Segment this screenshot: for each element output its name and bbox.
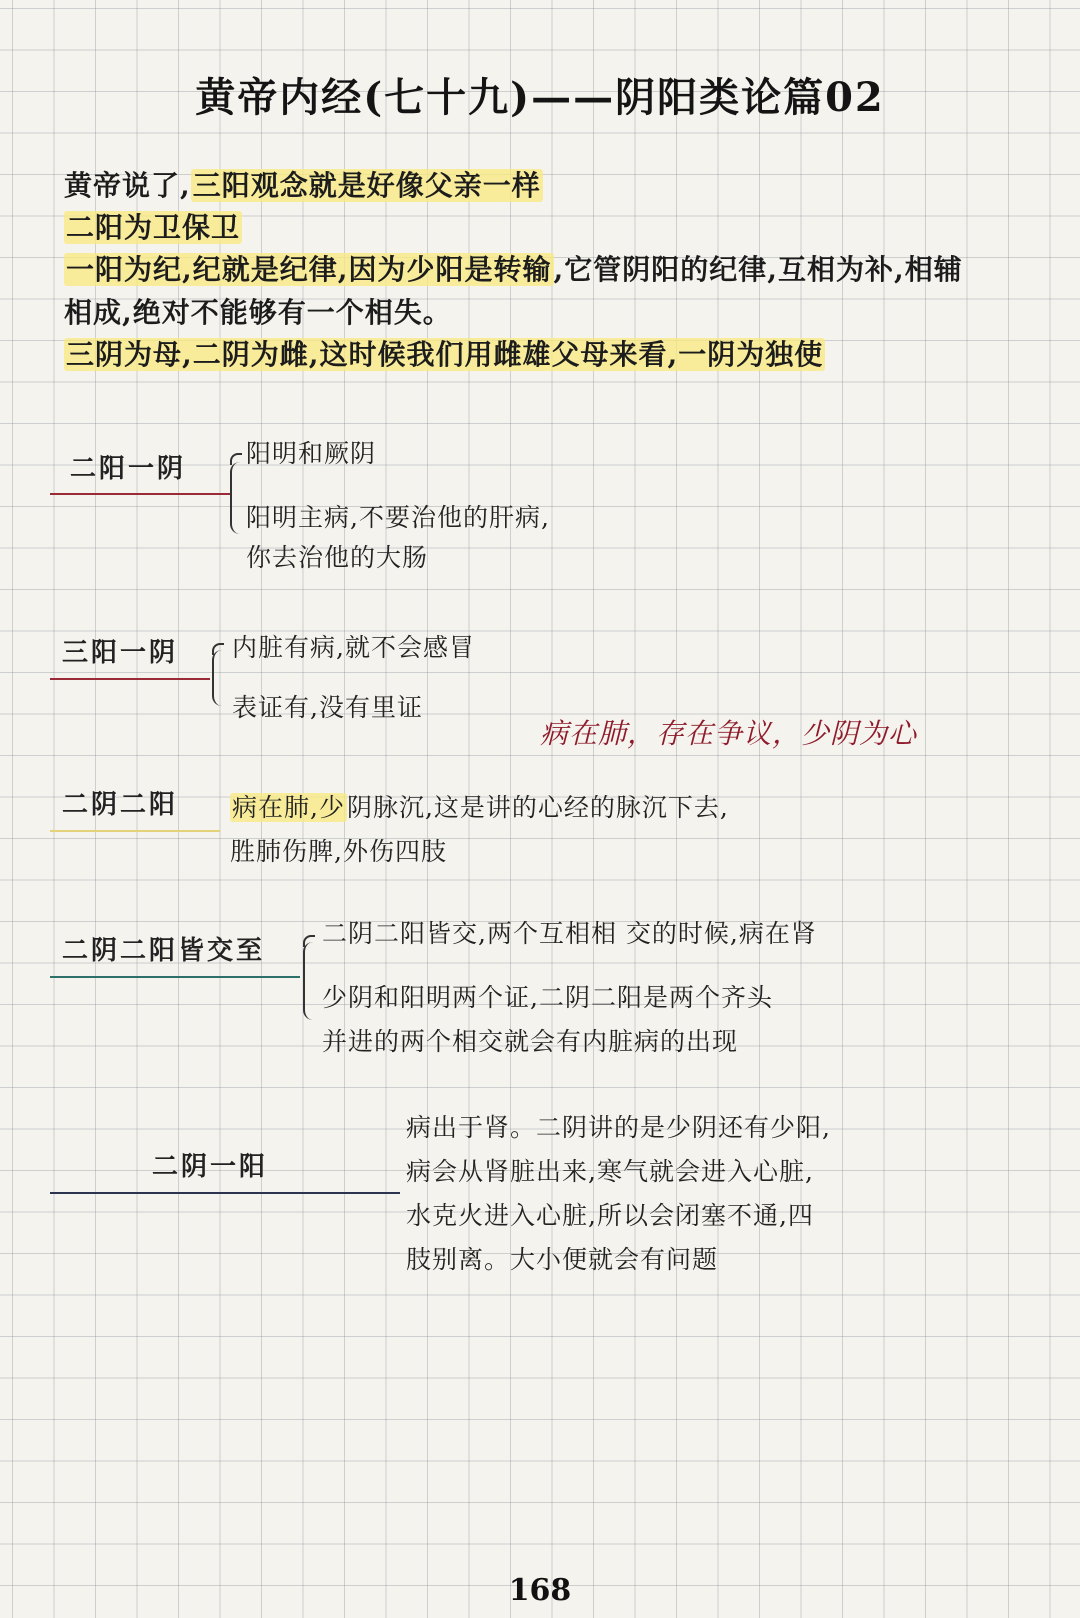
section-label-erYin-yiYang: 二阴一阳 [152,1152,269,1182]
section-label-jiao-zhi: 二阴二阳皆交至 [62,936,266,966]
note-s2-1: 内脏有病,就不会感冒 [232,633,475,662]
label-underline [50,678,210,680]
intro-line-3-plain: ,它管阴阳的纪律,互相为补,相辅 [553,253,963,286]
intro-line-2-highlight: 二阳为卫保卫 [66,211,241,244]
intro-line-5 [64,333,825,376]
label-underline [50,976,300,978]
intro-line-1 [64,164,543,207]
intro-line-3 [64,248,963,291]
page-title: 黄帝内经(七十九)——阴阳类论篇02 [195,74,885,121]
section-label-erYin-erYang: 二阴二阳 [62,790,179,820]
label-underline [50,493,230,495]
section-label-sanYang-yiYin: 三阳一阴 [62,638,179,668]
label-underline [50,830,220,832]
bracket [230,462,242,534]
intro-line-5-highlight: 三阴为母,二阴为雌,这时候我们用雌雄父母来看,一阴为独使 [66,338,824,371]
note-s1-2b: 你去治他的大肠 [246,543,429,572]
page-number: 168 [508,1573,572,1608]
intro-line-3-highlight: 一阳为纪,纪就是纪律,因为少阳是转输 [66,253,552,286]
note-s3-highlight: 病在肺,少 [232,793,345,822]
note-s5-2: 病会从肾脏出来,寒气就会进入心脏, [406,1157,814,1186]
bracket [303,942,315,1020]
note-s3-1-rest: 阴脉沉,这是讲的心经的脉沉下去, [346,793,729,822]
intro-line-2 [64,206,242,249]
note-s5-1: 病出于肾。二阴讲的是少阴还有少阳, [406,1113,831,1142]
red-annotation: 病在肺，存在争议，少阴为心 [540,717,918,750]
section-label-erYang-yiYin: 二阳一阴 [70,454,187,484]
note-s4-1: 二阴二阳皆交,两个互相相 交的时候,病在肾 [322,919,817,948]
label-underline [50,1192,400,1194]
note-s5-3: 水克火进入心脏,所以会闭塞不通,四 [406,1201,814,1230]
intro-line-1-plain: 黄帝说了, [64,169,191,202]
note-s2-2: 表证有,没有里证 [232,693,423,722]
note-s4-2a: 少阴和阳明两个证,二阴二阳是两个齐头 [322,983,773,1012]
note-s3-2: 胜肺伤脾,外伤四肢 [230,837,447,866]
note-s5-4: 肢别离。大小便就会有问题 [406,1245,719,1274]
note-s1-1: 阳明和厥阴 [246,439,377,468]
intro-line-4: 相成,绝对不能够有一个相失。 [64,296,452,329]
note-s1-2a: 阳明主病,不要治他的肝病, [246,503,550,532]
intro-line-1-highlight: 三阳观念就是好像父亲一样 [192,169,541,202]
bracket [212,650,224,706]
note-s4-2b: 并进的两个相交就会有内脏病的出现 [322,1027,739,1056]
note-s3-1 [230,786,729,830]
